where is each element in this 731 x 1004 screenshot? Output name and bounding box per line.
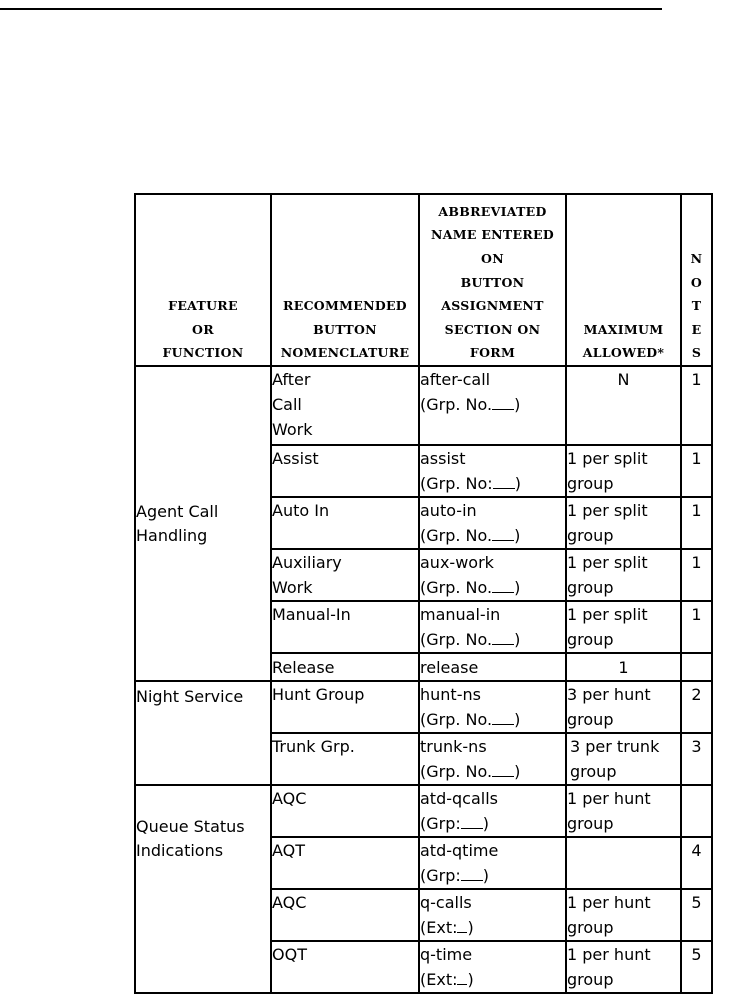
maximum-cell: 1 per split group <box>566 601 681 653</box>
abbreviated-name-cell: after-call (Grp. No. ) <box>419 366 566 445</box>
button-assignment-table <box>134 193 713 994</box>
abbreviated-name-cell: auto-in (Grp. No. ) <box>419 497 566 549</box>
abbreviated-name-cell: atd-qcalls (Grp: ) <box>419 785 566 837</box>
note-cell: 1 <box>681 601 712 653</box>
abbreviated-name-cell: hunt-ns (Grp. No. ) <box>419 681 566 733</box>
note-cell <box>681 653 712 681</box>
feature-cell: Night Service <box>135 681 271 785</box>
note-cell: 5 <box>681 941 712 993</box>
maximum-cell: 1 per split group <box>566 445 681 497</box>
note-cell <box>681 785 712 837</box>
note-cell: 5 <box>681 889 712 941</box>
note-cell: 1 <box>681 366 712 445</box>
abbreviated-name-cell: assist (Grp. No: ) <box>419 445 566 497</box>
note-cell: 4 <box>681 837 712 889</box>
abbreviated-name-cell: aux-work (Grp. No. ) <box>419 549 566 601</box>
table-row <box>135 366 712 445</box>
maximum-cell: 1 <box>566 653 681 681</box>
note-cell: 1 <box>681 445 712 497</box>
button-name-cell: Auxiliary Work <box>271 549 419 601</box>
note-cell: 2 <box>681 681 712 733</box>
button-name-cell: Hunt Group <box>271 681 419 733</box>
table-row <box>135 681 712 733</box>
feature-cell: Agent Call Handling <box>135 366 271 681</box>
note-cell: 3 <box>681 733 712 785</box>
abbreviated-name-cell: atd-qtime (Grp: ) <box>419 837 566 889</box>
button-name-cell: Manual-In <box>271 601 419 653</box>
abbreviated-name-cell: manual-in (Grp. No. ) <box>419 601 566 653</box>
note-cell: 1 <box>681 497 712 549</box>
button-name-cell: AQC <box>271 889 419 941</box>
maximum-cell: 1 per hunt group <box>566 941 681 993</box>
button-name-cell: After Call Work <box>271 366 419 445</box>
abbreviated-name-cell: q-calls (Ext: ) <box>419 889 566 941</box>
header-row <box>135 194 712 366</box>
header-feature: FEATURE OR FUNCTION <box>135 194 271 366</box>
button-name-cell: Trunk Grp. <box>271 733 419 785</box>
abbreviated-name-cell: release <box>419 653 566 681</box>
maximum-cell: N <box>566 366 681 445</box>
button-name-cell: AQC <box>271 785 419 837</box>
button-name-cell: OQT <box>271 941 419 993</box>
header-button: RECOMMENDED BUTTON NOMENCLATURE <box>271 194 419 366</box>
maximum-cell: 1 per split group <box>566 497 681 549</box>
maximum-cell: 1 per hunt group <box>566 889 681 941</box>
maximum-cell <box>566 837 681 889</box>
abbreviated-name-cell: trunk-ns (Grp. No. ) <box>419 733 566 785</box>
button-name-cell: Assist <box>271 445 419 497</box>
maximum-cell: 3 per trunk group <box>566 733 681 785</box>
maximum-cell: 3 per hunt group <box>566 681 681 733</box>
note-cell: 1 <box>681 549 712 601</box>
abbreviated-name-cell: q-time (Ext: ) <box>419 941 566 993</box>
maximum-cell: 1 per split group <box>566 549 681 601</box>
header-abbr: ABBREVIATED NAME ENTERED ON BUTTON ASSIGNMENT SECTION ON FORM <box>419 194 566 366</box>
button-name-cell: Release <box>271 653 419 681</box>
maximum-cell: 1 per hunt group <box>566 785 681 837</box>
button-name-cell: AQT <box>271 837 419 889</box>
button-name-cell: Auto In <box>271 497 419 549</box>
top-rule <box>0 8 662 10</box>
feature-cell: Queue Status Indications <box>135 785 271 993</box>
header-max: MAXIMUM ALLOWED* <box>566 194 681 366</box>
table-row <box>135 785 712 837</box>
header-notes: N O T E S <box>681 194 712 366</box>
